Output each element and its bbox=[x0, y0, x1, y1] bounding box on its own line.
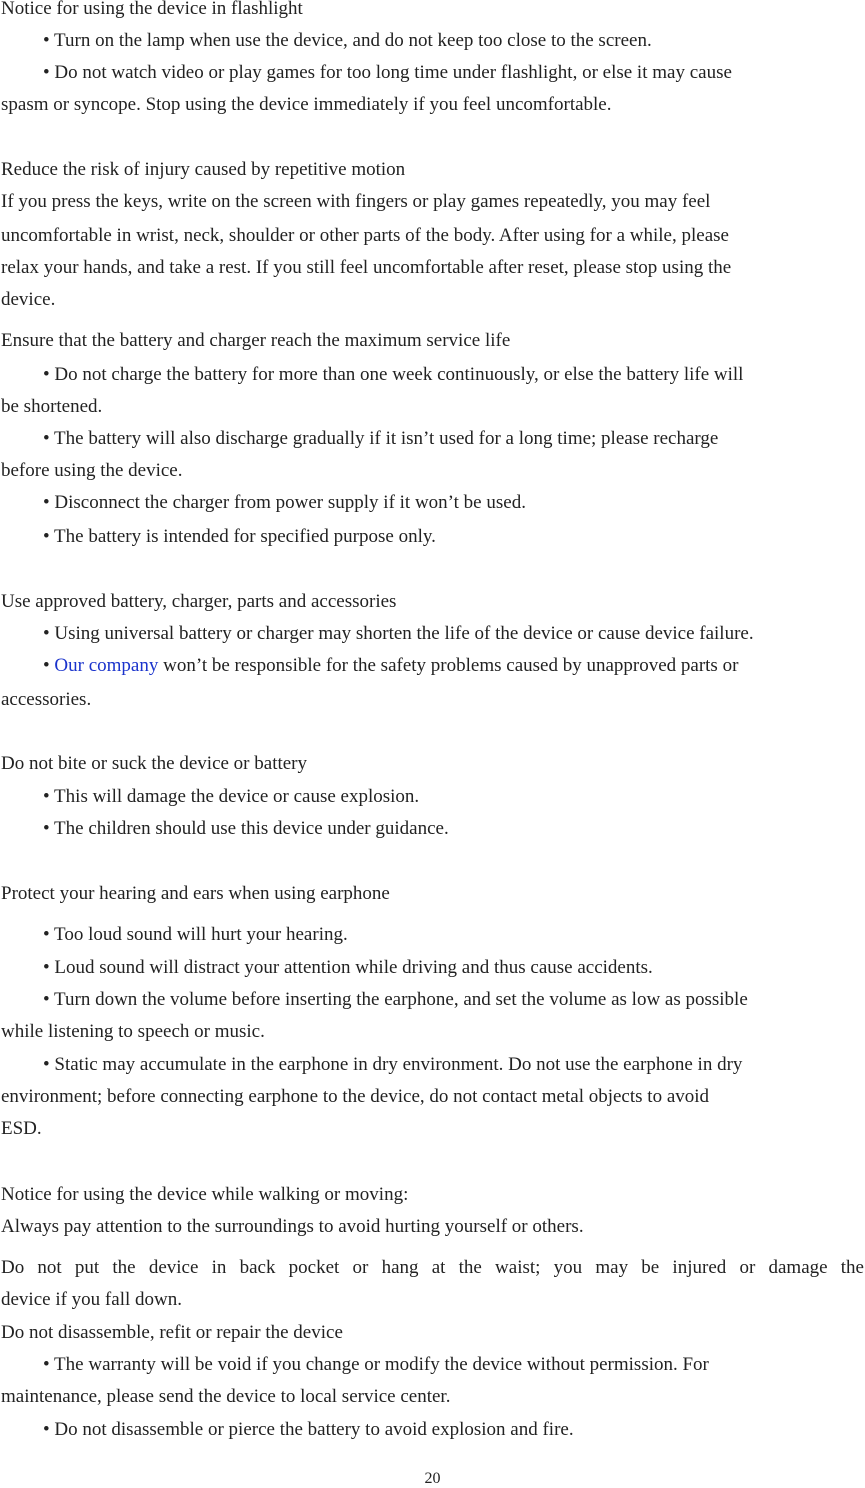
page-number: 20 bbox=[424, 1470, 441, 1487]
list-item: • This will damage the device or cause explosion. bbox=[43, 786, 420, 807]
section-heading-flashlight: Notice for using the device in flashlight bbox=[1, 0, 303, 19]
list-item-continuation: spasm or syncope. Stop using the device immediately if you feel uncomfortable. bbox=[1, 94, 612, 115]
list-item: • Do not disassemble or pierce the battery to avoid explosion and fire. bbox=[43, 1419, 574, 1440]
paragraph-line: If you press the keys, write on the screen with fingers or play games repeatedly, you may feel bbox=[1, 191, 711, 212]
list-item: • Using universal battery or charger may shorten the life of the device or cause device failure. bbox=[43, 623, 754, 644]
section-heading-battery-life: Ensure that the battery and charger reach the maximum service life bbox=[1, 330, 511, 351]
list-item: • The warranty will be void if you change or modify the device without permission. For bbox=[43, 1354, 709, 1375]
list-item: • Do not watch video or play games for too long time under flashlight, or else it may cause bbox=[43, 62, 732, 83]
list-item-continuation: while listening to speech or music. bbox=[1, 1021, 265, 1042]
section-heading-bite: Do not bite or suck the device or battery bbox=[1, 753, 308, 774]
list-item bbox=[43, 655, 738, 677]
list-item-continuation: maintenance, please send the device to local service center. bbox=[1, 1386, 451, 1407]
list-item: • Turn down the volume before inserting the earphone, and set the volume as low as possible bbox=[43, 989, 748, 1010]
list-item-continuation: before using the device. bbox=[1, 460, 183, 481]
paragraph-line: relax your hands, and take a rest. If you still feel uncomfortable after reset, please stop using the bbox=[1, 257, 732, 278]
section-heading-approved-accessories: Use approved battery, charger, parts and accessories bbox=[1, 591, 397, 612]
paragraph-line: Do not put the device in back pocket or hang at the waist; you may be injured or damage the bbox=[1, 1257, 864, 1278]
bullet: • bbox=[43, 655, 55, 676]
list-item: • The battery will also discharge gradually if it isn’t used for a long time; please recharge bbox=[43, 428, 719, 449]
list-item-continuation: ESD. bbox=[1, 1118, 42, 1139]
section-heading-hearing: Protect your hearing and ears when using earphone bbox=[1, 883, 390, 904]
list-item: • Do not charge the battery for more than one week continuously, or else the battery life will bbox=[43, 364, 744, 385]
list-item-continuation: accessories. bbox=[1, 689, 92, 710]
list-item: • The battery is intended for specified purpose only. bbox=[43, 526, 436, 547]
list-item-continuation: environment; before connecting earphone to the device, do not contact metal objects to avoid bbox=[1, 1086, 710, 1107]
section-heading-walking: Notice for using the device while walking or moving: bbox=[1, 1184, 409, 1205]
list-item: • Too loud sound will hurt your hearing. bbox=[43, 924, 348, 945]
list-item: • Static may accumulate in the earphone in dry environment. Do not use the earphone in dry bbox=[43, 1054, 743, 1075]
section-heading-disassemble: Do not disassemble, refit or repair the device bbox=[1, 1322, 343, 1343]
list-item-text: won’t be responsible for the safety problems caused by unapproved parts or bbox=[158, 655, 739, 676]
list-item-continuation: be shortened. bbox=[1, 396, 103, 417]
paragraph-line: device if you fall down. bbox=[1, 1289, 182, 1310]
our-company-link[interactable]: Our company bbox=[54, 655, 159, 676]
section-heading-repetitive-motion: Reduce the risk of injury caused by repetitive motion bbox=[1, 159, 406, 180]
list-item: • The children should use this device under guidance. bbox=[43, 818, 449, 839]
paragraph-line: uncomfortable in wrist, neck, shoulder or other parts of the body. After using for a while, please bbox=[1, 225, 729, 246]
paragraph-line: device. bbox=[1, 289, 56, 310]
list-item: • Disconnect the charger from power supply if it won’t be used. bbox=[43, 492, 526, 513]
list-item: • Loud sound will distract your attention while driving and thus cause accidents. bbox=[43, 957, 653, 978]
paragraph-line: Always pay attention to the surroundings to avoid hurting yourself or others. bbox=[1, 1216, 584, 1237]
list-item: • Turn on the lamp when use the device, and do not keep too close to the screen. bbox=[43, 30, 652, 51]
